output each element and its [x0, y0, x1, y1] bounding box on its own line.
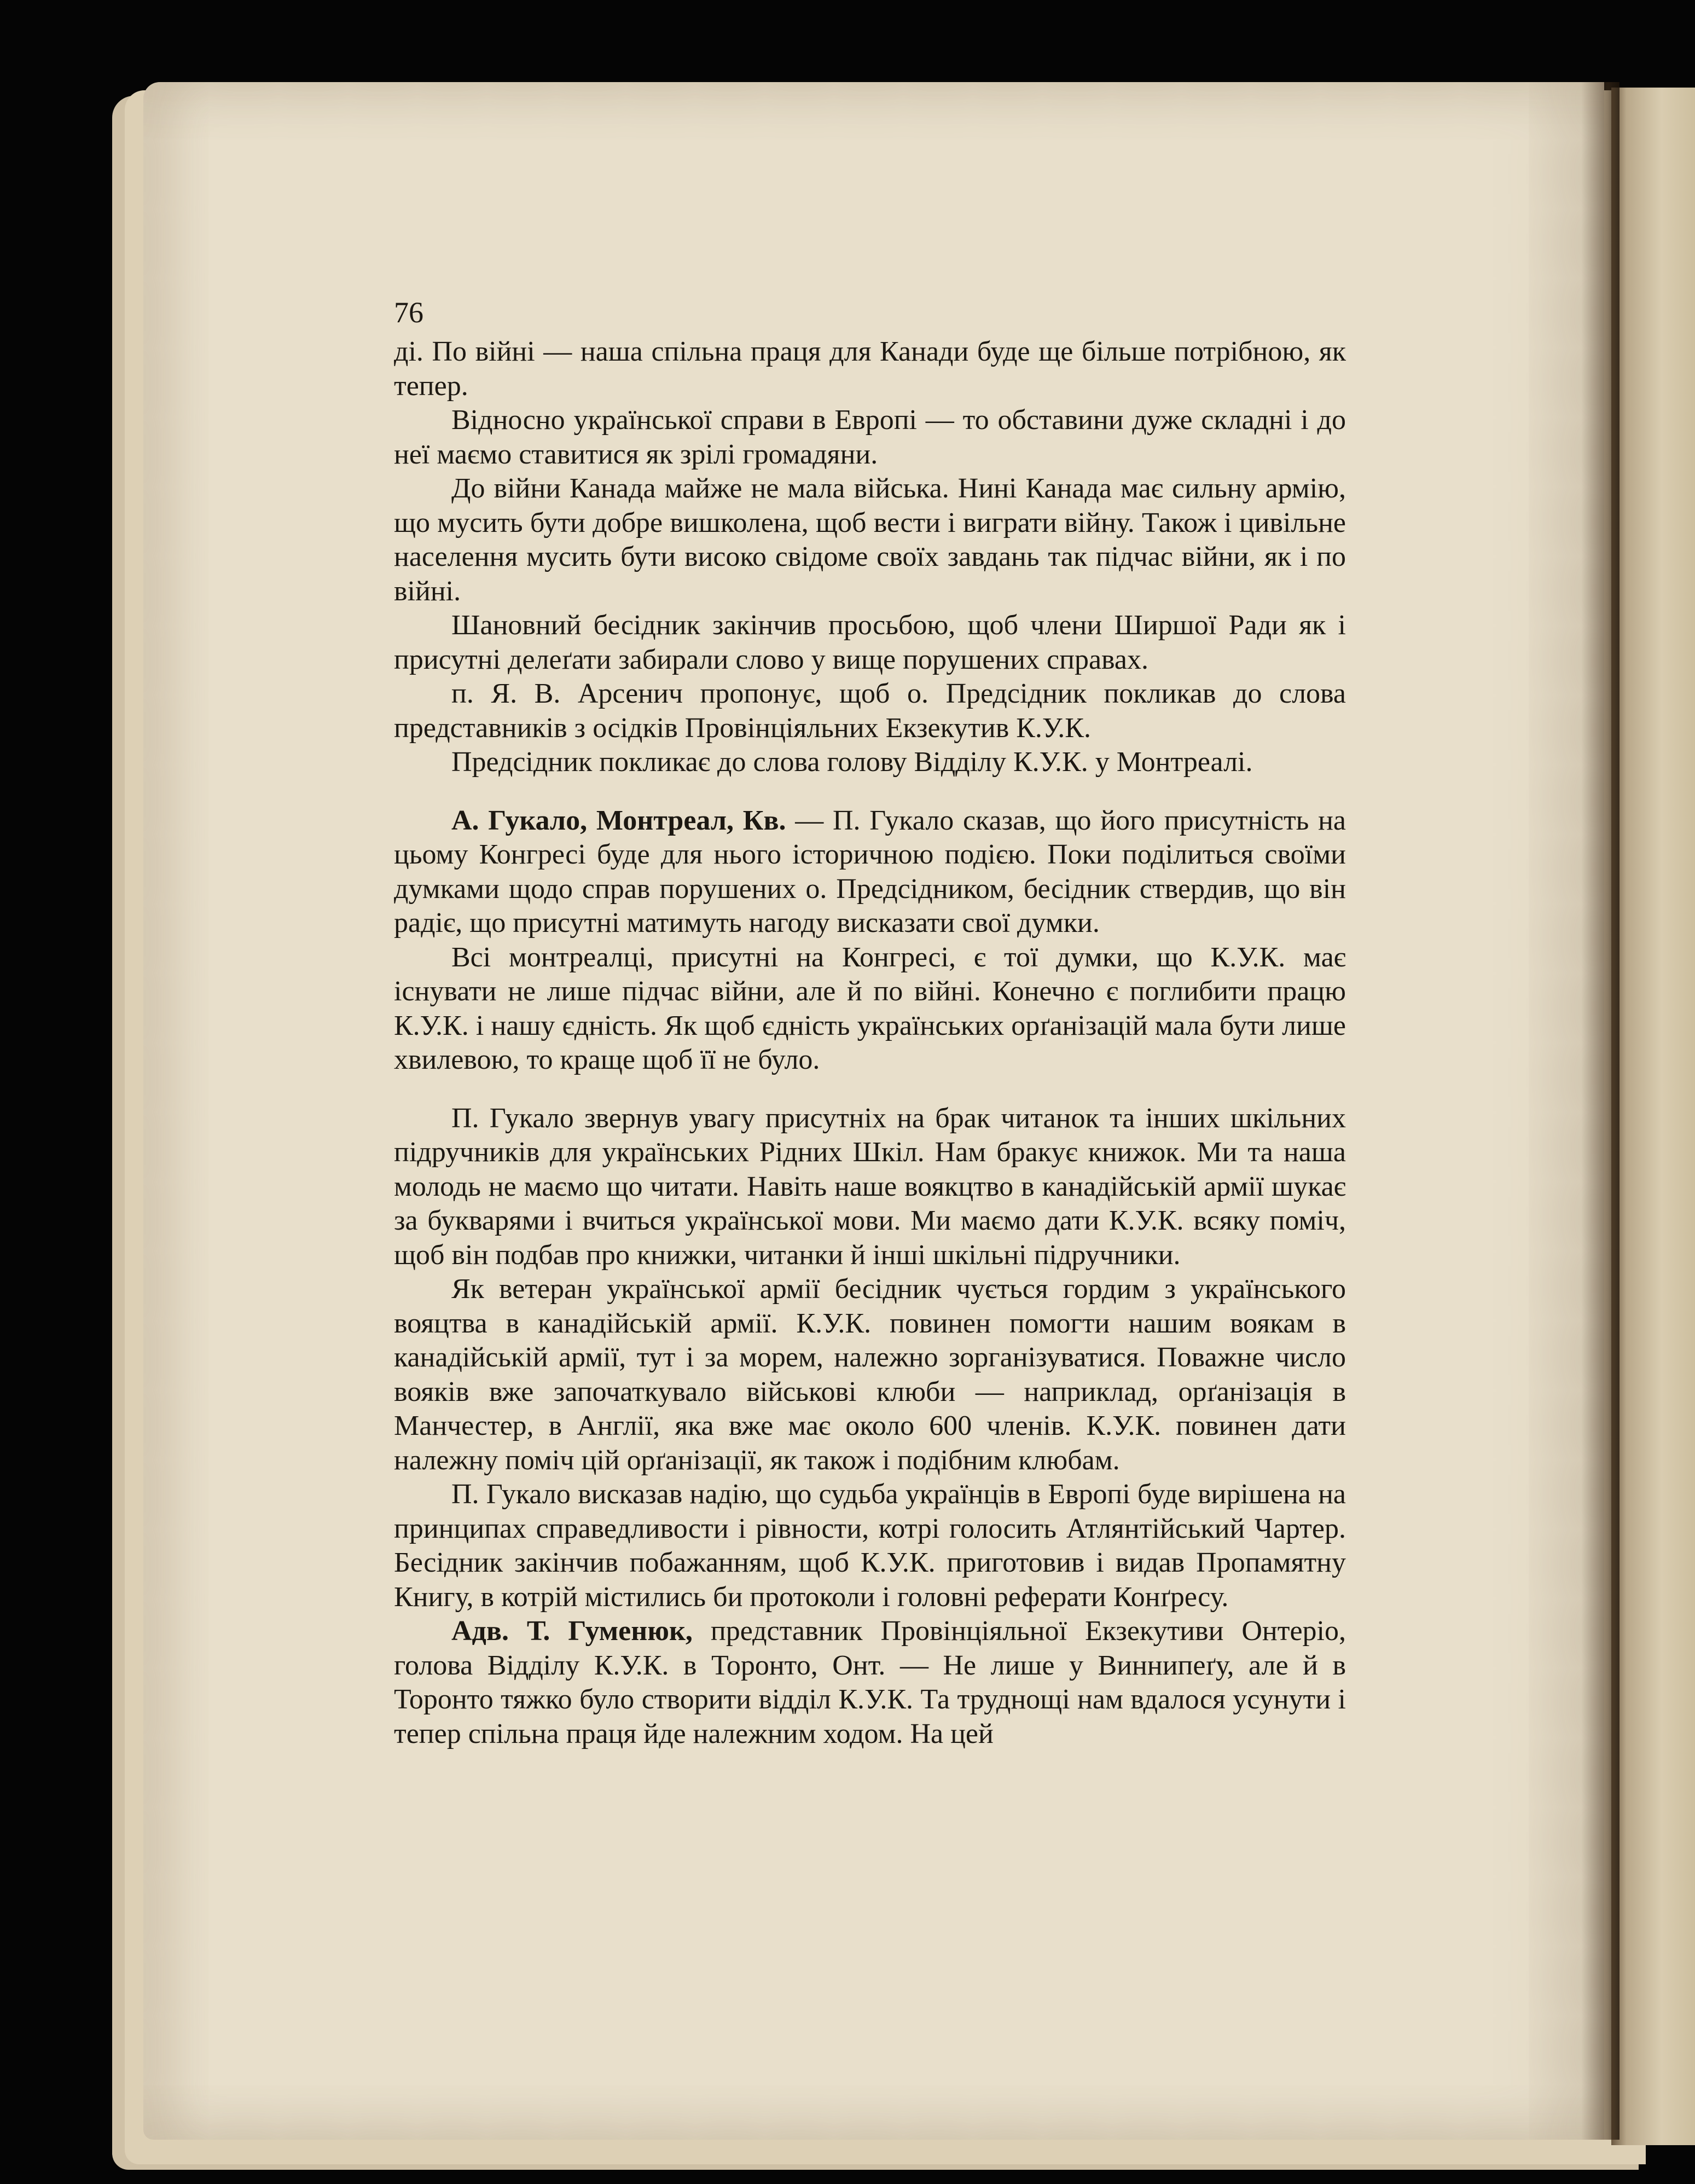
- page-number: 76: [394, 296, 423, 329]
- paragraph: Всі монтреалці, присутні на Конгресі, є тої думки, що К.У.К. має існувати не лише підчас війни, але й по війні. Конечно є поглибити працю К.У.К. і нашу єдність. Як щоб єдність українських орґанізацій мала бути лише хвилевою, то краще щоб її не було.: [394, 941, 1346, 1075]
- paragraph: Як ветеран української армії бесідник чується гордим з українського вояцтва в канадійській армії. К.У.К. повинен помогти нашим воякам в канадійській армії, тут і за морем, належно зорганізуватися. Поважне число вояків вже започаткувало військові клюби — наприклад, орґанізація в Манчестер, в Англії, яка вже має около 600 членів. К.У.К. повинен дати належну поміч цій орґанізації, як також і подібним клюбам.: [394, 1273, 1346, 1476]
- paragraph: Адв. Т. Гуменюк, представник Провінціяльної Екзекутиви Онтеріо, голова Відділу К.У.К. в Торонто, Онт. — Не лише у Виннипеґу, але й в Торонто тяжко було створити відділ К.У.К. Та труднощі нам вдалося усунути і тепер спільна праця йде належним ходом. На цей: [394, 1615, 1346, 1749]
- speaker-name: Адв. Т. Гуменюк,: [451, 1615, 693, 1647]
- paragraph: ді. По війні — наша спільна праця для Канади буде ще більше потрібною, як тепер.: [394, 336, 1346, 402]
- facing-page-edge: [1611, 88, 1695, 2145]
- book-gutter: [1581, 82, 1619, 2140]
- paragraph: До війни Канада майже не мала війська. Нині Канада має сильну армію, що мусить бути добре вишколена, щоб вести і виграти війну. Також і цивільне населення мусить бути високо свідоме своїх завдань так підчас війни, як і по війні.: [394, 473, 1346, 607]
- paragraph: Шановний бесідник закінчив просьбою, щоб члени Ширшої Ради як і присутні делеґати забирали слово у вище порушених справах.: [394, 610, 1346, 675]
- paragraph: П. Гукало звернув увагу присутніх на брак читанок та інших шкільних підручників для українських Рідних Шкіл. Нам бракує книжок. Ми та наша молодь не маємо що читати. Навіть наше воякцтво в канадійській армії шукає за букварями і вчиться української мови. Ми маємо дати К.У.К. всяку поміч, щоб він подбав про книжки, читанки й інші шкільні підручники.: [394, 1102, 1346, 1271]
- paragraph-gap: [394, 1077, 1346, 1102]
- paragraph: Відносно української справи в Европі — то обставини дуже складні і до неї маємо ставитися як зрілі громадяни.: [394, 404, 1346, 470]
- paragraph: п. Я. В. Арсенич пропонує, щоб о. Предсідник покликав до слова представників з осідків Провінціяльних Екзекутив К.У.К.: [394, 678, 1346, 744]
- paragraph: П. Гукало висказав надію, що судьба українців в Европі буде вирішена на принципах справедливости і рівности, котрі голосить Атлянтійський Чартер. Бесідник закінчив побажанням, щоб К.У.К. приготовив і видав Пропамятну Книгу, в котрій містились би протоколи і головні реферати Конґресу.: [394, 1479, 1346, 1613]
- paragraph: Предсідник покликає до слова голову Відділу К.У.К. у Монтреалі.: [451, 746, 1253, 778]
- speaker-name: А. Гукало, Монтреал, Кв.: [451, 804, 786, 836]
- paragraph-gap: [394, 780, 1346, 804]
- paragraph: А. Гукало, Монтреал, Кв. — П. Гукало сказав, що його присутність на цьому Конгресі буде для нього історичною подією. Поки поділиться своїми думками щодо справ порушених о. Предсідником, бесідник ствердив, що він радіє, що присутні матимуть нагоду висказати свої думки.: [394, 804, 1346, 939]
- page-text: [394, 335, 1346, 1751]
